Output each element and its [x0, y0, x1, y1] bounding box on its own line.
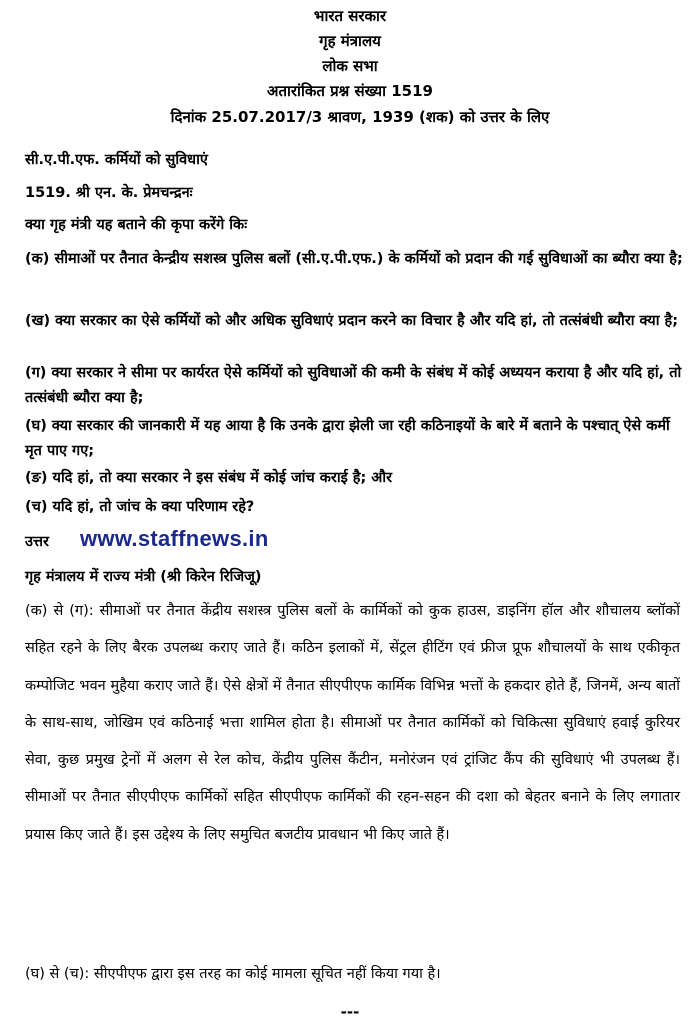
answer-second: (घ) से (च): सीएपीएफ द्वारा इस तरह का कोई मामला सूचित नहीं किया गया है।: [25, 966, 441, 982]
question-ga: (ग) क्या सरकार ने सीमा पर कार्यरत ऐसे कर्मियों को सुविधाओं की कमी के संबंध में कोई अध्ययन कराया है और यदि हां, तो तत्संबंधी ब्यौरा क्या है;: [25, 365, 682, 406]
header-government: भारत सरकार: [313, 7, 387, 25]
question-gha: (घ) क्या सरकार की जानकारी में यह आया है कि उनके द्वारा झेली जा रही कठिनाइयों के बारे में बताने के पश्चात् ऐसे कर्मी मृत पाए गए;: [25, 418, 670, 459]
asker: 1519. श्री एन. के. प्रेमचन्द्रनः: [25, 185, 193, 201]
header-ministry: गृह मंत्रालय: [319, 32, 381, 50]
header-date: दिनांक 25.07.2017/3 श्रावण, 1939 (शक) को उत्तर के लिए: [170, 108, 550, 126]
header-house: लोक सभा: [322, 57, 378, 75]
question-nga: (ङ) यदि हां, तो क्या सरकार ने इस संबंध में कोई जांच कराई है; और: [25, 470, 393, 486]
question-cha: (च) यदि हां, तो जांच के क्या परिणाम रहे?: [25, 499, 255, 515]
end-mark: ---: [340, 1003, 360, 1021]
answer-label: उत्तर: [25, 534, 49, 550]
subject: सी.ए.पी.एफ. कर्मियों को सुविधाएं: [25, 152, 208, 168]
question-ka: (क) सीमाओं पर तैनात केन्द्रीय सशस्त्र पुलिस बलों (सी.ए.पी.एफ.) के कर्मियों को प्रदान की गई सुविधाओं का ब्यौरा क्या है;: [25, 251, 683, 267]
answer-main: (क) से (ग): सीमाओं पर तैनात केंद्रीय सशस्त्र पुलिस बलों के कार्मिकों को कुक हाउस, डाइनिंग हॉल और शौचालय ब्लॉकों सहित रहने के लिए बैरक उपलब्ध कराए जाते हैं। कठिन इलाकों में, सेंट्रल हीटिंग एवं फ्रीज प्रूफ शौचालयों के साथ एकीकृत कम्पोजिट भवन मुहैया कराए जाते हैं। ऐसे क्षेत्रों में तैनात सीएपीएफ कार्मिक विभिन्न भत्तों के हकदार होते हैं, जिनमें, अन्य बातों के साथ-साथ, जोखिम एवं कठिनाई भत्ता शामिल होता है। सीमाओं पर तैनात कार्मिकों को चिकित्सा सुविधाएं हवाई कुरियर सेवा, कुछ प्रमुख ट्रेनों में अलग से रेल कोच, केंद्रीय पुलिस कैंटीन, मनोरंजन एवं ट्रांजिट कैंप की सुविधाएं भी उपलब्ध हैं। सीमाओं पर तैनात सीएपीएफ कार्मिकों सहित सीएपीएफ कार्मिकों की रहन-सहन की दशा को बेहतर बनाने के लिए लगातार प्रयास किए जाते हैं। इस उद्देश्य के लिए समुचित बजटीय प्रावधान भी किए जाते हैं।: [25, 603, 680, 843]
minister: गृह मंत्रालय में राज्य मंत्री (श्री किरेन रिजिजू): [25, 569, 262, 585]
question-kha: (ख) क्या सरकार का ऐसे कर्मियों को और अधिक सुविधाएं प्रदान करने का विचार है और यदि हां, तो तत्संबंधी ब्यौरा क्या है;: [25, 313, 679, 329]
header-question-number: अतारांकित प्रश्न संख्या 1519: [267, 82, 433, 100]
question-intro: क्या गृह मंत्री यह बताने की कृपा करेंगे किः: [25, 217, 248, 233]
watermark: www.staffnews.in: [80, 526, 269, 551]
